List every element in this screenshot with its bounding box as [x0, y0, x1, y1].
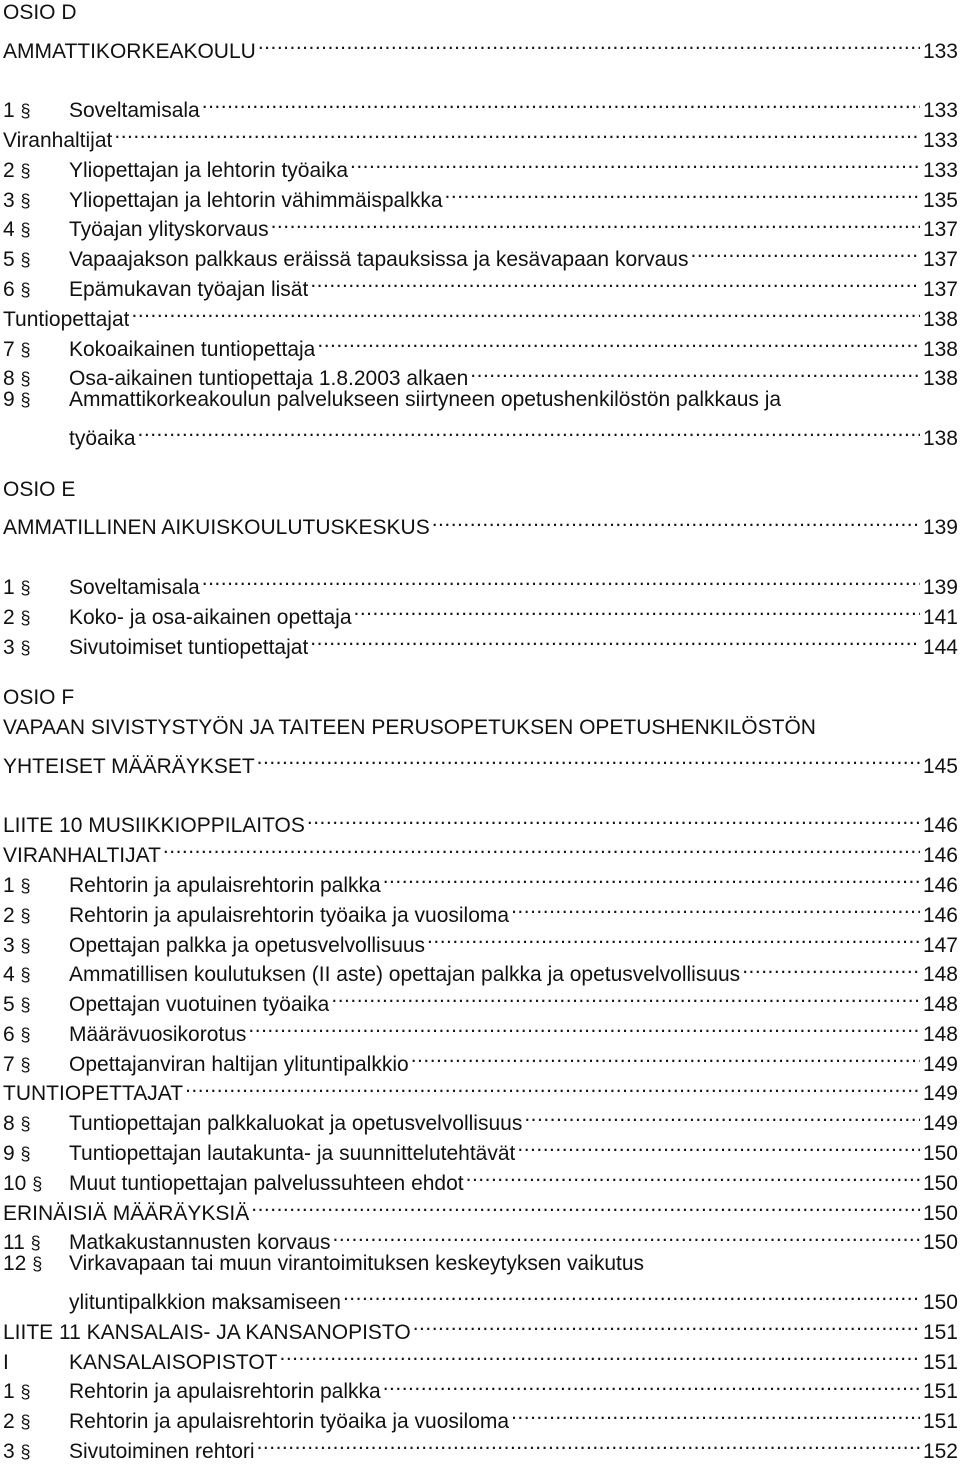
- section-number-value: 3: [3, 635, 15, 659]
- dot-leader: [257, 743, 920, 773]
- page-number: 144: [922, 635, 958, 659]
- page-number: 149: [922, 1112, 958, 1136]
- entry-label: Soveltamisala: [69, 575, 200, 599]
- dot-leader: [202, 87, 920, 117]
- dot-leader: [354, 594, 920, 624]
- page-number: 150: [922, 1171, 958, 1195]
- page-number: 151: [922, 1380, 958, 1404]
- page-number: 150: [922, 1291, 958, 1315]
- dot-leader: [383, 1369, 920, 1399]
- toc-row: [3, 177, 958, 212]
- entry-label: Tuntiopettajan palkkaluokat ja opetusvelvollisuus: [69, 1112, 523, 1136]
- section-number-value: 2: [3, 1410, 15, 1434]
- page-number: 137: [922, 218, 958, 242]
- page-number: 137: [922, 277, 958, 301]
- dot-leader: [742, 952, 920, 982]
- toc-row: [3, 1190, 958, 1225]
- toc-entry[interactable]: [3, 385, 958, 416]
- page-number: 133: [922, 158, 958, 182]
- entry-label: Epämukavan työajan lisät: [69, 277, 309, 301]
- dot-leader: [317, 326, 920, 356]
- dot-leader: [163, 832, 920, 862]
- entry-label: Rehtorin ja apulaisrehtorin työaika ja vuosiloma: [69, 1410, 510, 1434]
- dot-leader: [427, 922, 920, 952]
- toc-row: [3, 1041, 958, 1076]
- section-sign-icon: §: [20, 607, 31, 628]
- toc-row: [3, 1279, 958, 1315]
- toc-row: [3, 326, 958, 361]
- toc-row: [3, 1011, 958, 1046]
- entry-label: AMMATILLINEN AIKUISKOULUTUSKESKUS: [3, 516, 430, 540]
- toc-row: [3, 922, 958, 957]
- page-number: 133: [922, 99, 958, 123]
- section-sign-icon: §: [20, 390, 31, 411]
- dot-leader: [411, 1041, 920, 1071]
- section-sign-icon: §: [32, 1254, 43, 1275]
- entry-label: LIITE 11 KANSALAIS- JA KANSANOPISTO: [3, 1320, 411, 1344]
- toc-row: [3, 1220, 958, 1255]
- section-number: [3, 1437, 69, 1468]
- toc-row: [3, 87, 958, 123]
- section-sign-icon: §: [20, 637, 31, 658]
- entry-label: Opettajan palkka ja opetusvelvollisuus: [69, 933, 426, 957]
- entry-label: Koko- ja osa-aikainen opettaja: [69, 605, 352, 629]
- dot-leader: [517, 1130, 920, 1160]
- section-number-value: 8: [3, 367, 15, 391]
- entry-label: Ammattikorkeakoulun palvelukseen siirtyneen opetushenkilöstön palkkaus ja: [69, 388, 782, 412]
- toc-row: [3, 505, 958, 540]
- page-number: 138: [922, 307, 958, 331]
- entry-label: Virkavapaan tai muun virantoimituksen keskeytyksen vaikutus: [69, 1252, 645, 1276]
- toc-row: [3, 475, 958, 505]
- toc-row: [3, 207, 958, 242]
- page-number: 146: [922, 814, 958, 838]
- section-sign-icon: §: [20, 220, 31, 241]
- section-number-value: 4: [3, 218, 15, 242]
- toc-row: [3, 952, 958, 987]
- page-number: 146: [922, 903, 958, 927]
- dot-leader: [343, 1279, 920, 1309]
- entry-label: Sivutoiminen rehtori: [69, 1440, 255, 1464]
- section-sign-icon: §: [20, 1054, 31, 1075]
- entry-label: Osa-aikainen tuntiopettaja 1.8.2003 alkaen: [69, 367, 469, 391]
- section-number-value: 12: [3, 1252, 27, 1276]
- page-number: 139: [922, 575, 958, 599]
- dot-leader: [511, 892, 920, 922]
- toc-row: [3, 1339, 958, 1374]
- dot-leader: [511, 1398, 920, 1428]
- toc-row: [3, 1369, 958, 1404]
- toc-row: [3, 385, 958, 415]
- page-number: 151: [922, 1350, 958, 1374]
- toc-row: [3, 296, 958, 331]
- dot-leader: [432, 505, 920, 535]
- page-number: 133: [922, 39, 958, 63]
- toc-row: [3, 1160, 958, 1195]
- section-sign-icon: §: [20, 1144, 31, 1165]
- toc-row: [3, 713, 958, 743]
- page-number: 150: [922, 1201, 958, 1225]
- toc-row: [3, 266, 958, 301]
- dot-leader: [307, 803, 920, 833]
- entry-label: ylituntipalkkion maksamiseen: [69, 1291, 341, 1315]
- page-number: 152: [922, 1440, 958, 1464]
- spacer: [3, 445, 958, 475]
- dot-leader: [185, 1071, 920, 1101]
- toc-entry[interactable]: [3, 1249, 958, 1280]
- section-number-value: 8: [3, 1112, 15, 1136]
- section-sign-icon: §: [20, 1412, 31, 1433]
- section-number-value: 1: [3, 1380, 15, 1404]
- dot-leader: [445, 177, 920, 207]
- section-sign-icon: §: [20, 339, 31, 360]
- spacer: [3, 654, 958, 684]
- entry-label: ERINÄISIÄ MÄÄRÄYKSIÄ: [3, 1201, 250, 1225]
- section-sign-icon: §: [20, 1024, 31, 1045]
- toc-row: [3, 356, 958, 391]
- toc-row: [3, 1130, 958, 1166]
- section-number-value: 10: [3, 1171, 27, 1195]
- entry-label: Ammatillisen koulutuksen (II aste) opettajan palkka ja opetusvelvollisuus: [69, 963, 741, 987]
- entry-label: Määrävuosikorotus: [69, 1022, 247, 1046]
- dot-leader: [114, 117, 920, 147]
- section-number-value: 6: [3, 277, 15, 301]
- toc-row: [3, 1398, 958, 1434]
- dot-leader: [466, 1160, 920, 1190]
- dot-leader: [202, 564, 920, 594]
- spacer: [3, 534, 958, 564]
- page-number: 138: [922, 426, 958, 450]
- section-number-value: 3: [3, 188, 15, 212]
- section-number-value: 7: [3, 337, 15, 361]
- section-number-value: 9: [3, 388, 15, 412]
- toc-row: [3, 415, 958, 450]
- section-number-value: 1: [3, 575, 15, 599]
- dot-leader: [257, 1428, 920, 1458]
- dot-leader: [413, 1309, 920, 1339]
- section-number-value: 2: [3, 158, 15, 182]
- page-number: 133: [922, 128, 958, 152]
- page-number: 151: [922, 1320, 958, 1344]
- section-sign-icon: §: [30, 1233, 41, 1254]
- dot-leader: [248, 1011, 920, 1041]
- toc-row: [3, 743, 958, 778]
- page-number: 138: [922, 367, 958, 391]
- toc-row: [3, 1100, 958, 1136]
- section-number-value: 3: [3, 1440, 15, 1464]
- entry-label: Rehtorin ja apulaisrehtorin palkka: [69, 873, 381, 897]
- section-sign-icon: §: [20, 1382, 31, 1403]
- section-number-value: 5: [3, 993, 15, 1017]
- section-sign-icon: §: [20, 965, 31, 986]
- entry-label: Sivutoimiset tuntiopettajat: [69, 635, 309, 659]
- page-number: 146: [922, 844, 958, 868]
- page-number: 145: [922, 754, 958, 778]
- page-number: 148: [922, 993, 958, 1017]
- section-sign-icon: §: [20, 190, 31, 211]
- toc-entry[interactable]: [3, 1428, 958, 1468]
- entry-label: YHTEISET MÄÄRÄYKSET: [3, 754, 255, 778]
- toc-row: [3, 236, 958, 272]
- page-number: 135: [922, 188, 958, 212]
- page-number: 146: [922, 873, 958, 897]
- toc-row: [3, 594, 958, 629]
- section-sign-icon: §: [20, 1114, 31, 1135]
- entry-label: LIITE 10 MUSIIKKIOPPILAITOS: [3, 814, 305, 838]
- spacer: [3, 58, 958, 88]
- entry-label: Työajan ylityskorvaus: [69, 218, 269, 242]
- table-of-contents: [3, 0, 958, 1464]
- entry-label: KANSALAISOPISTOT: [69, 1350, 278, 1374]
- dot-leader: [131, 296, 919, 326]
- section-number-value: 4: [3, 963, 15, 987]
- entry-label: Kokoaikainen tuntiopettaja: [69, 337, 316, 361]
- section-heading: VAPAAN SIVISTYSTYÖN JA TAITEEN PERUSOPETUKSEN OPETUSHENKILÖSTÖN: [3, 716, 816, 740]
- entry-label: Tuntiopettajan lautakunta- ja suunnittelutehtävät: [69, 1142, 516, 1166]
- dot-leader: [350, 147, 920, 177]
- dot-leader: [280, 1339, 920, 1369]
- section-heading: OSIO E: [3, 477, 76, 501]
- page-number: 149: [922, 1082, 958, 1106]
- entry-label: Soveltamisala: [69, 99, 200, 123]
- part-number: I: [3, 1350, 9, 1374]
- page-number: 139: [922, 516, 958, 540]
- toc-row: [3, 624, 958, 659]
- entry-label: TUNTIOPETTAJAT: [3, 1082, 184, 1106]
- toc-row: [3, 1309, 958, 1344]
- entry-label: VIRANHALTIJAT: [3, 844, 161, 868]
- section-sign-icon: §: [20, 995, 31, 1016]
- dot-leader: [138, 415, 920, 445]
- toc-row: [3, 1428, 958, 1464]
- entry-label: Matkakustannusten korvaus: [69, 1231, 331, 1255]
- toc-row: [3, 0, 958, 28]
- section-sign-icon: §: [20, 1442, 31, 1463]
- toc-row: [3, 1249, 958, 1279]
- section-sign-icon: §: [20, 577, 31, 598]
- entry-label: Rehtorin ja apulaisrehtorin palkka: [69, 1380, 381, 1404]
- section-sign-icon: §: [20, 250, 31, 271]
- entry-label: Yliopettajan ja lehtorin vähimmäispalkka: [69, 188, 443, 212]
- page-number: 137: [922, 248, 958, 272]
- page-number: 147: [922, 933, 958, 957]
- section-number: [3, 1249, 69, 1280]
- section-number-value: 2: [3, 903, 15, 927]
- spacer: [3, 773, 958, 803]
- section-sign-icon: §: [20, 369, 31, 390]
- dot-leader: [258, 28, 920, 58]
- section-number-value: 7: [3, 1052, 15, 1076]
- dot-leader: [383, 862, 920, 892]
- toc-row: [3, 862, 958, 897]
- entry-label: AMMATTIKORKEAKOULU: [3, 39, 256, 63]
- toc-row: [3, 147, 958, 182]
- toc-row: [3, 832, 958, 868]
- entry-label: Tuntiopettajat: [3, 307, 130, 331]
- entry-label: työaika: [69, 426, 136, 450]
- dot-leader: [271, 207, 920, 237]
- section-number-value: 6: [3, 1022, 15, 1046]
- entry-label: Viranhaltijat: [3, 128, 113, 152]
- section-number-value: 11: [3, 1231, 25, 1255]
- entry-label: Rehtorin ja apulaisrehtorin työaika ja vuosiloma: [69, 903, 510, 927]
- section-number-value: 2: [3, 605, 15, 629]
- section-number-value: 5: [3, 248, 15, 272]
- dot-leader: [690, 236, 919, 266]
- dot-leader: [470, 356, 920, 386]
- dot-leader: [331, 981, 920, 1011]
- page-number: 150: [922, 1231, 958, 1255]
- toc-row: [3, 981, 958, 1017]
- dot-leader: [310, 266, 920, 296]
- page-number: 150: [922, 1142, 958, 1166]
- page-number: 151: [922, 1410, 958, 1434]
- toc-row: [3, 1071, 958, 1106]
- toc-row: [3, 803, 958, 838]
- entry-label: Opettajan vuotuinen työaika: [69, 993, 330, 1017]
- toc-row: [3, 683, 958, 713]
- entry-label: Vapaajakson palkkaus eräissä tapauksissa ja kesävapaan korvaus: [69, 248, 689, 272]
- section-sign-icon: §: [20, 935, 31, 956]
- page-number: 149: [922, 1052, 958, 1076]
- section-sign-icon: §: [20, 875, 31, 896]
- section-number: [3, 385, 69, 416]
- toc-row: [3, 117, 958, 152]
- entry-label: Muut tuntiopettajan palvelussuhteen ehdot: [69, 1171, 464, 1195]
- section-number-value: 1: [3, 873, 15, 897]
- section-sign-icon: §: [32, 1173, 43, 1194]
- toc-row: [3, 28, 958, 63]
- dot-leader: [524, 1100, 920, 1130]
- dot-leader: [251, 1190, 920, 1220]
- section-number-value: 1: [3, 99, 15, 123]
- page-number: 138: [922, 337, 958, 361]
- page-number: 141: [922, 605, 958, 629]
- section-sign-icon: §: [20, 905, 31, 926]
- toc-row: [3, 892, 958, 927]
- page-number: 148: [922, 1022, 958, 1046]
- section-number-value: 3: [3, 933, 15, 957]
- dot-leader: [332, 1220, 919, 1250]
- section-heading: OSIO F: [3, 686, 75, 710]
- section-sign-icon: §: [20, 160, 31, 181]
- entry-label: Opettajanviran haltijan ylituntipalkkio: [69, 1052, 409, 1076]
- section-heading: OSIO D: [3, 1, 77, 24]
- page-number: 148: [922, 963, 958, 987]
- section-sign-icon: §: [20, 279, 31, 300]
- dot-leader: [310, 624, 920, 654]
- entry-label: Yliopettajan ja lehtorin työaika: [69, 158, 349, 182]
- section-sign-icon: §: [20, 101, 31, 122]
- section-number-value: 9: [3, 1142, 15, 1166]
- toc-row: [3, 564, 958, 599]
